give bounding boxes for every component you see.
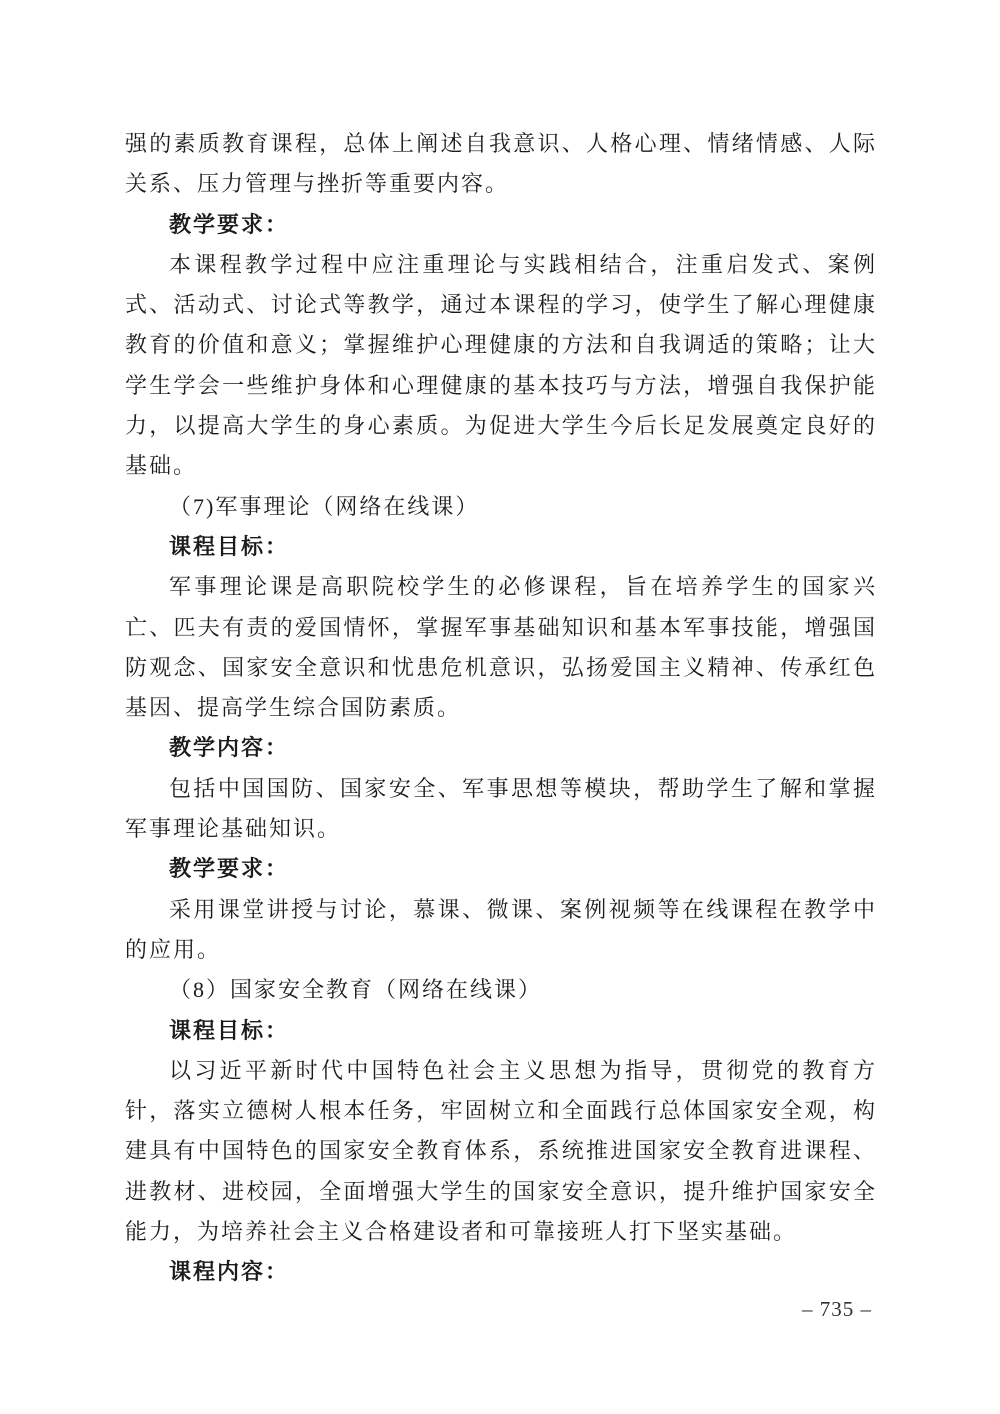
paragraph-teaching-requirements-2-body: 采用课堂讲授与讨论，慕课、微课、案例视频等在线课程在教学中的应用。 [125,896,877,962]
course-item-7-military-theory: （7)军事理论（网络在线课） [169,493,480,519]
paragraph-course-objectives-body: 军事理论课是高职院校学生的必修课程，旨在培养学生的国家兴亡、匹夫有责的爱国情怀，掌握军事基础知识和基本军事技能，增强国防观念、国家安全意识和忧患危机意识，弘扬爱国主义精神、传承红色基因、提高学生综合国防素质。 [125,574,877,721]
course-item-8-national-security-education: （8）国家安全教育（网络在线课） [169,977,543,1003]
page-body-text [125,124,877,1293]
paragraph-course-objectives-2-body: 以习近平新时代中国特色社会主义思想为指导，贯彻党的教育方针，落实立德树人根本任务，牢固树立和全面践行总体国家安全观，构建具有中国特色的国家安全教育体系，系统推进国家安全教育进课程、进教材、进校园，全面增强大学生的国家安全意识，提升维护国家安全能力，为培养社会主义合格建设者和可靠接班人打下坚实基础。 [125,1057,877,1245]
section-heading-teaching-content: 教学内容： [169,735,290,761]
paragraph-continuation: 强的素质教育课程，总体上阐述自我意识、人格心理、情绪情感、人际关系、压力管理与挫折等重要内容。 [125,131,877,197]
section-heading-course-objectives: 课程目标： [169,533,290,559]
section-heading-course-objectives-2: 课程目标： [169,1017,290,1043]
page-number: – 735 – [802,1297,872,1321]
section-heading-course-content: 课程内容： [169,1259,290,1285]
section-heading-teaching-requirements-2: 教学要求： [169,856,290,882]
paragraph-teaching-content-body: 包括中国国防、国家安全、军事思想等模块，帮助学生了解和掌握军事理论基础知识。 [125,775,877,842]
section-heading-teaching-requirements: 教学要求： [169,211,290,237]
paragraph-teaching-requirements-body: 本课程教学过程中应注重理论与实践相结合，注重启发式、案例式、活动式、讨论式等教学，通过本课程的学习，使学生了解心理健康教育的价值和意义；掌握维护心理健康的方法和自我调适的策略；让大学生学会一些维护身体和心理健康的基本技巧与方法，增强自我保护能力，以提高大学生的身心素质。为促进大学生今后长足发展奠定良好的基础。 [125,251,877,479]
